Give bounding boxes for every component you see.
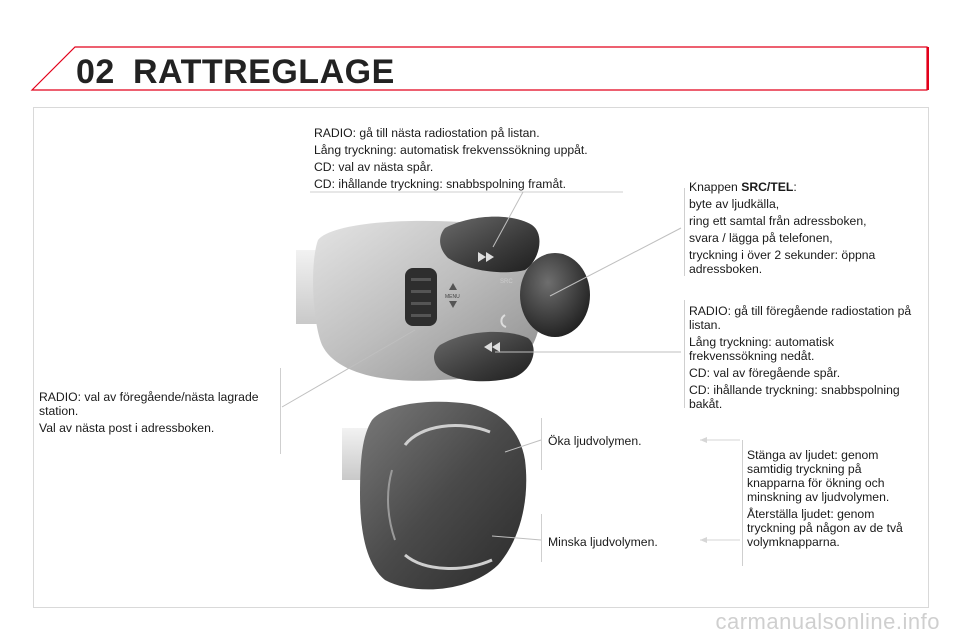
callout-preset	[39, 390, 275, 438]
callout-suffix: :	[793, 180, 797, 194]
callout-line: tryckning i över 2 sekunder: öppna adressboken.	[689, 248, 876, 276]
callout-line: Stänga av ljudet: genom samtidig tryckning på knapparna för ökning och minskning av ljudvolymen.	[747, 448, 890, 504]
callout-line: Lång tryckning: automatisk frekvenssökning nedåt.	[689, 335, 834, 363]
callout-line: CD: val av föregående spår.	[689, 366, 841, 380]
callout-mute	[747, 448, 919, 552]
callout-divider	[684, 300, 685, 408]
callout-divider	[280, 368, 281, 454]
callout-line: CD: ihållande tryckning: snabbspolning framåt.	[314, 177, 567, 191]
callout-line: RADIO: gå till föregående radiostation på listan.	[689, 304, 912, 332]
chapter-title: RATTREGLAGE	[133, 53, 395, 91]
callout-line: RADIO: val av föregående/nästa lagrade station.	[39, 390, 259, 418]
callout-line: CD: val av nästa spår.	[314, 160, 434, 174]
src-label: SRC	[500, 279, 513, 285]
callout-line: Val av nästa post i adressboken.	[39, 421, 215, 435]
callout-volume-down: Minska ljudvolymen.	[548, 535, 658, 549]
callout-line: CD: ihållande tryckning: snabbspolning bakåt.	[689, 383, 900, 411]
callout-prefix: Knappen	[689, 180, 742, 194]
menu-label: MENU	[445, 294, 460, 300]
callout-line: ring ett samtal från adressboken,	[689, 214, 867, 228]
callout-src-tel	[689, 180, 921, 279]
chapter-number: 02	[76, 53, 115, 91]
src-tel-key: SRC/TEL	[741, 180, 794, 194]
callout-prev-station	[689, 304, 917, 414]
callout-divider	[742, 440, 743, 566]
callout-divider	[541, 514, 542, 562]
callout-line: svara / lägga på telefonen,	[689, 231, 833, 245]
callout-line: byte av ljudkälla,	[689, 197, 780, 211]
callout-line: RADIO: gå till nästa radiostation på listan.	[314, 126, 540, 140]
callout-volume-up: Öka ljudvolymen.	[548, 434, 642, 448]
callout-divider	[684, 188, 685, 276]
callout-line: Återställa ljudet: genom tryckning på någon av de två volymknapparna.	[747, 507, 903, 549]
watermark: carmanualsonline.info	[715, 609, 940, 634]
callout-line: Lång tryckning: automatisk frekvenssökning uppåt.	[314, 143, 588, 157]
callout-divider	[541, 418, 542, 470]
callout-next-station	[314, 126, 634, 194]
